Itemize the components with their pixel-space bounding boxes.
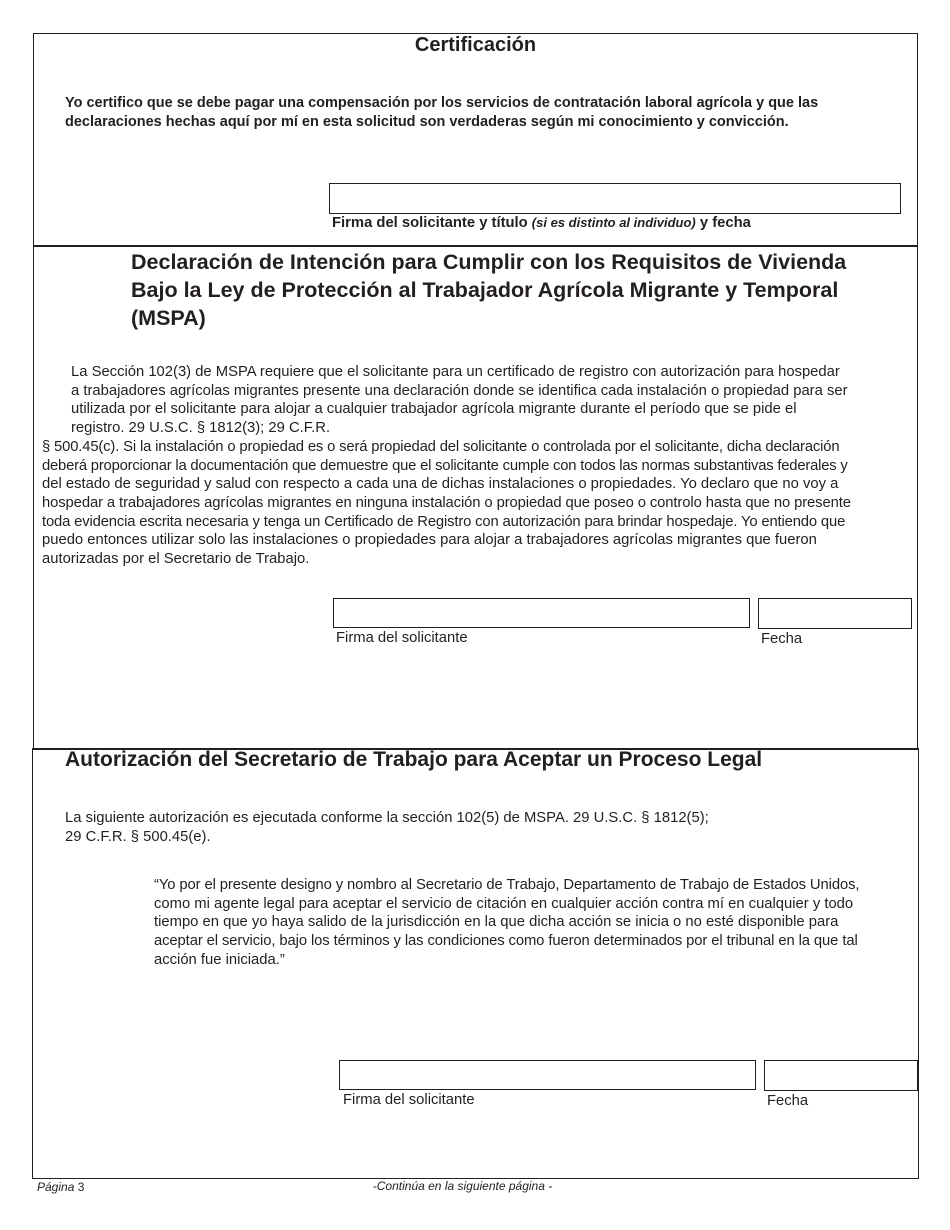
housing-declaration-body [42,363,917,569]
body-line: registro. 29 U.S.C. § 1812(3); 29 C.F.R. [71,420,331,437]
page-label: Página [37,1180,75,1194]
certification-statement-line: declaraciones hechas aquí por mí en esta solicitud son verdaderas según mi conocimiento y convicción. [65,114,789,130]
quote-line: “Yo por el presente designo y nombro al Secretario de Trabajo, Departamento de Trabajo de Estados Unidos, [154,877,860,893]
continues-note: -Continúa en la siguiente página - [372,1179,553,1193]
housing-date-field[interactable] [758,598,912,629]
body-line: deberá proporcionar la documentación que demuestre que el solicitante cumple con todos las normas substantivas federales y [42,457,848,474]
body-line: del estado de seguridad y salud con respecto a cada una de dichas instalaciones o propiedades. Yo declaro que no voy a [42,476,839,493]
signature-label-text: Firma del solicitante y título [332,215,532,231]
signature-label-qualifier: (si es distinto al individuo) [531,215,696,230]
legal-date-field[interactable] [764,1060,918,1091]
legal-signature-label: Firma del solicitante [343,1092,475,1108]
legal-signature-field[interactable] [339,1060,756,1090]
quote-line: como mi agente legal para aceptar el servicio de citación en cualquier acción contra mí en cualquier y todo [154,895,854,912]
body-line: puedo entonces utilizar solo las instalaciones o propiedades para alojar a trabajadores agrícolas migrantes que fueron [42,532,817,549]
legal-date-label: Fecha [767,1093,809,1109]
quote-line: acción fue iniciada.” [154,951,285,968]
intro-line: La siguiente autorización es ejecutada conforme la sección 102(5) de MSPA. 29 U.S.C. § 1812(5); [65,810,709,826]
housing-date-label: Fecha [761,631,803,647]
housing-signature-label: Firma del solicitante [336,630,468,646]
page-number [37,1180,84,1194]
body-line: autorizadas por el Secretario de Trabajo. [42,551,310,568]
certification-signature-label [332,215,751,231]
certification-statement [65,94,915,132]
body-line: toda evidencia escrita necesaria y tenga un Certificado de Registro con autorización para brindar hospedaje. Yo entiendo que [42,513,846,530]
legal-authorization-intro [65,809,905,846]
intro-line: 29 C.F.R. § 500.45(e). [65,828,211,845]
quote-line: aceptar el servicio, bajo los términos y las condiciones como fueron determinados por el tribunal en la que tal [154,933,858,950]
certification-statement-line: Yo certifico que se debe pagar una compensación por los servicios de contratación laboral agrícola y que las [65,95,819,111]
heading-line: Declaración de Intención para Cumplir con los Requisitos de Vivienda [131,250,847,274]
housing-signature-field[interactable] [333,598,750,628]
body-line: hospedar a trabajadores agrícolas migrantes en ninguna instalación o propiedad que poseo o controlo hasta que no presente [42,494,851,511]
legal-authorization-heading: Autorización del Secretario de Trabajo para Aceptar un Proceso Legal [65,748,763,771]
housing-declaration-heading [131,248,911,332]
body-line: La Sección 102(3) de MSPA requiere que el solicitante para un certificado de registro con autorización para hospedar [71,364,840,380]
certification-signature-field[interactable] [329,183,901,214]
certification-title: Certificación [414,34,537,56]
body-line: utilizada por el solicitante para alojar a cualquier trabajador agrícola migrante durante el período que se pide el [71,401,797,418]
heading-line: (MSPA) [131,306,206,330]
signature-label-date-text: y fecha [695,215,751,231]
heading-line: Bajo la Ley de Protección al Trabajador Agrícola Migrante y Temporal [131,278,839,302]
quote-line: tiempo en que yo haya salido de la jurisdicción en la que dicha acción se inicia o no esté disponible para [154,914,839,931]
body-line: a trabajadores agrícolas migrantes presente una declaración donde se identifica cada instalación o propiedad para ser [71,382,848,399]
body-line: § 500.45(c). Si la instalación o propiedad es o será propiedad del solicitante o controlada por el solicitante, dicha declaración [42,438,840,455]
page-number-value: 3 [77,1180,85,1194]
legal-authorization-quote [154,876,914,970]
